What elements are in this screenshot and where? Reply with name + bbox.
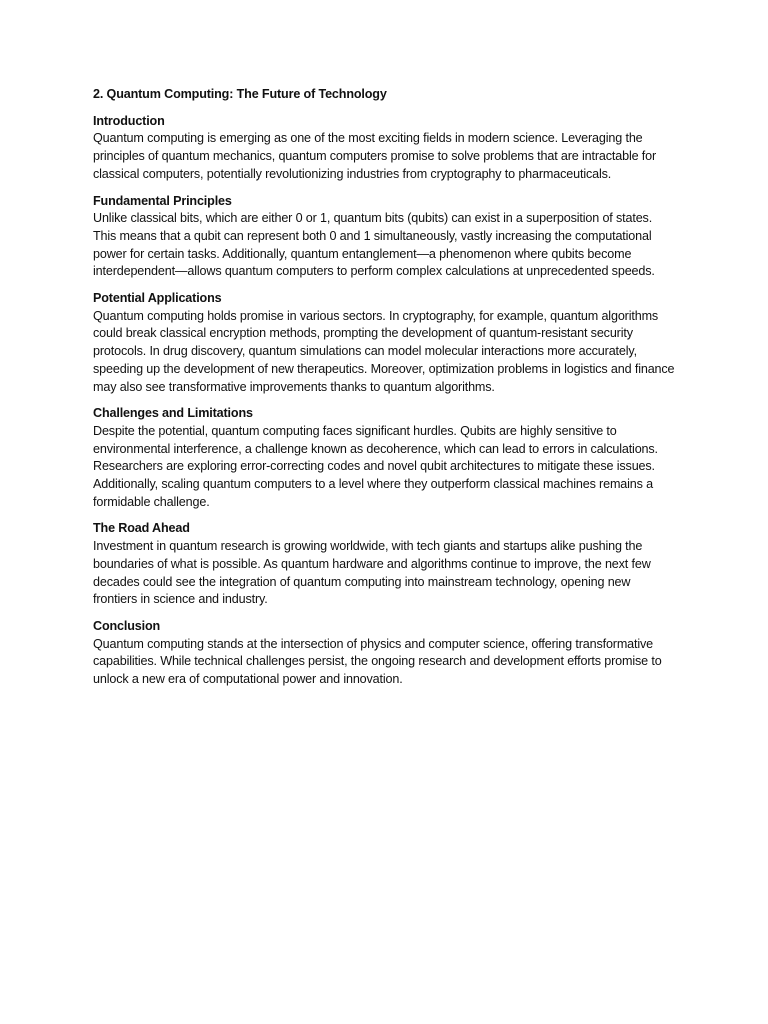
section-road-ahead [93, 520, 677, 609]
section-body: Quantum computing holds promise in various sectors. In cryptography, for example, quantum algorithms could break classical encryption methods, prompting the development of quantum-resistant security protocols. In drug discovery, quantum simulations can model molecular interactions more accurately, speeding up the development of new therapeutics. Moreover, optimization problems in logistics and finance may also see transformative improvements thanks to quantum algorithms. [93, 308, 675, 394]
section-heading: Conclusion [93, 618, 161, 633]
section-introduction [93, 113, 677, 184]
section-body: Investment in quantum research is growing worldwide, with tech giants and startups alike pushing the boundaries of what is possible. As quantum hardware and algorithms continue to improve, the next few decades could see the integration of quantum computing into mainstream technology, opening new frontiers in science and industry. [93, 539, 651, 607]
section-potential-applications [93, 290, 677, 396]
section-heading: Challenges and Limitations [93, 406, 253, 421]
section-body: Quantum computing is emerging as one of the most exciting fields in modern science. Leveraging the principles of quantum mechanics, quantum computers promise to solve problems that are intractable for classical computers, potentially revolutionizing industries from cryptography to pharmaceuticals. [93, 131, 657, 181]
section-fundamental-principles [93, 193, 677, 282]
section-heading: Introduction [93, 113, 165, 128]
section-body: Despite the potential, quantum computing faces significant hurdles. Qubits are highly sensitive to environmental interference, a challenge known as decoherence, which can lead to errors in calculations. Researchers are exploring error-correcting codes and novel qubit architectures to mitigate these issues. Additionally, scaling quantum computers to a level where they outperform classical machines remains a formidable challenge. [93, 423, 658, 509]
section-challenges-limitations [93, 405, 677, 511]
section-heading: Potential Applications [93, 291, 222, 306]
section-conclusion [93, 618, 677, 689]
section-body: Quantum computing stands at the intersection of physics and computer science, offering transformative capabilities. While technical challenges persist, the ongoing research and development efforts promise to unlock a new era of computational power and innovation. [93, 636, 662, 687]
section-heading: Fundamental Principles [93, 193, 232, 208]
document-title: 2. Quantum Computing: The Future of Technology [93, 87, 387, 101]
section-body: Unlike classical bits, which are either 0 or 1, quantum bits (qubits) can exist in a superposition of states. This means that a qubit can represent both 0 and 1 simultaneously, vastly increasing the computational power for certain tasks. Additionally, quantum entanglement—a phenomenon where qubits become interdependent—allows quantum computers to perform complex calculations at unprecedented speeds. [93, 211, 655, 279]
document-page [93, 86, 677, 698]
section-heading: The Road Ahead [93, 521, 190, 536]
